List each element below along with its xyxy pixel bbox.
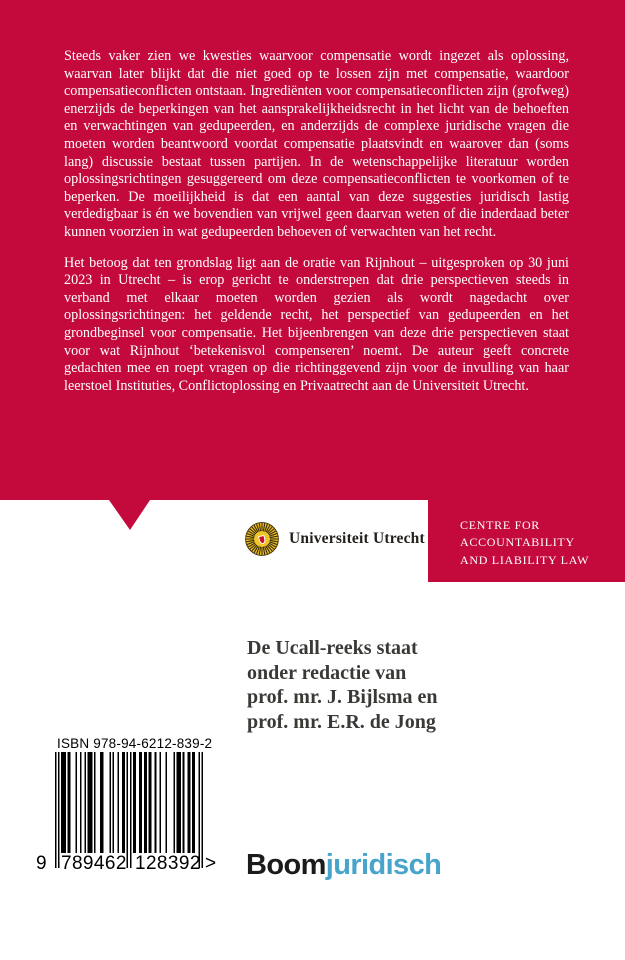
ucall-line-3: AND LIABILITY LAW (460, 552, 590, 567)
series-editors-note (247, 636, 438, 734)
ucall-line-1: CENTRE FOR (460, 518, 541, 532)
publisher-logo (246, 849, 441, 882)
ucall-panel (428, 500, 625, 582)
series-line-4: prof. mr. E.R. de Jong (247, 710, 436, 733)
blurb-paragraph-2: Het betoog dat ten grondslag ligt aan de oratie van Rijnhout – uitgesproken op 30 juni 2023 in Utrecht – is erop gericht te onderstrepen dat drie perspectieven steeds in verband met elkaar moeten worden gezien als wordt nagedacht over oplossingsrichtingen: het geldende recht, het perspectief van gedupeerden en het grondbeginsel voor compensatie. Het bijeenbrengen van deze drie perspectieven staat voor wat Rijnhout ‘betekenisvol compenseren’ noemt. De auteur geeft concrete gedachten mee en roept vragen op die richtinggevend zijn voor de invulling van haar leerstoel Instituties, Conflictoplossing en Privaatrecht aan de Universiteit Utrecht. (64, 254, 569, 394)
barcode-digit-leading: 9 (36, 853, 47, 874)
uu-wordmark: Universiteit Utrecht (289, 530, 425, 547)
barcode-quiet-zone-mark: > (205, 853, 217, 874)
publisher-name-boom: Boom (246, 849, 326, 881)
publisher-name-juridisch: juridisch (325, 849, 442, 881)
barcode-digits-left-group: 789462 (61, 853, 127, 874)
speech-bubble-tail (109, 500, 150, 530)
blurb-text (64, 48, 569, 408)
barcode-digits-right-group: 128392 (135, 853, 201, 874)
isbn-label: ISBN 978-94-6212-839-2 (57, 736, 213, 751)
uu-sun-icon (244, 521, 280, 557)
ucall-line-2: ACCOUNTABILITY (460, 535, 575, 550)
blurb-paragraph-1: Steeds vaker zien we kwesties waarvoor compensatie wordt ingezet als oplossing, waarvan later blijkt dat die niet goed op te lossen zijn met compensatie, waardoor compensatieconflicten ontstaan. Ingrediënten voor compensatieconflicten zijn (grofweg) enerzijds de beperkingen van het aansprakelijkheidsrecht in het licht van de behoeften en verwachtingen van gedupeerden, en anderzijds de complexe juridische vragen die moeten worden beantwoord voordat compensatie plaatsvindt en waarover dan (soms lang) discussie bestaat tussen partijen. In de wetenschappelijke literatuur worden oplossingsrichtingen gesuggereerd om deze compensatieconflicten te voorkomen of te beperken. De moeilijkheid is dat een aantal van deze suggesties juridisch lastig verdedigbaar is én we bovendien van vrijwel geen daarvan weten of die inderdaad beter kunnen voorzien in wat gedupeerden behoeven of verwachten van het recht. (64, 48, 569, 240)
ean-barcode-svg (55, 752, 203, 868)
uu-logo (244, 521, 425, 557)
series-line-2: onder redactie van (247, 661, 407, 684)
series-line-1: De Ucall-reeks staat (247, 637, 418, 659)
series-line-3: prof. mr. J. Bijlsma en (247, 686, 438, 709)
